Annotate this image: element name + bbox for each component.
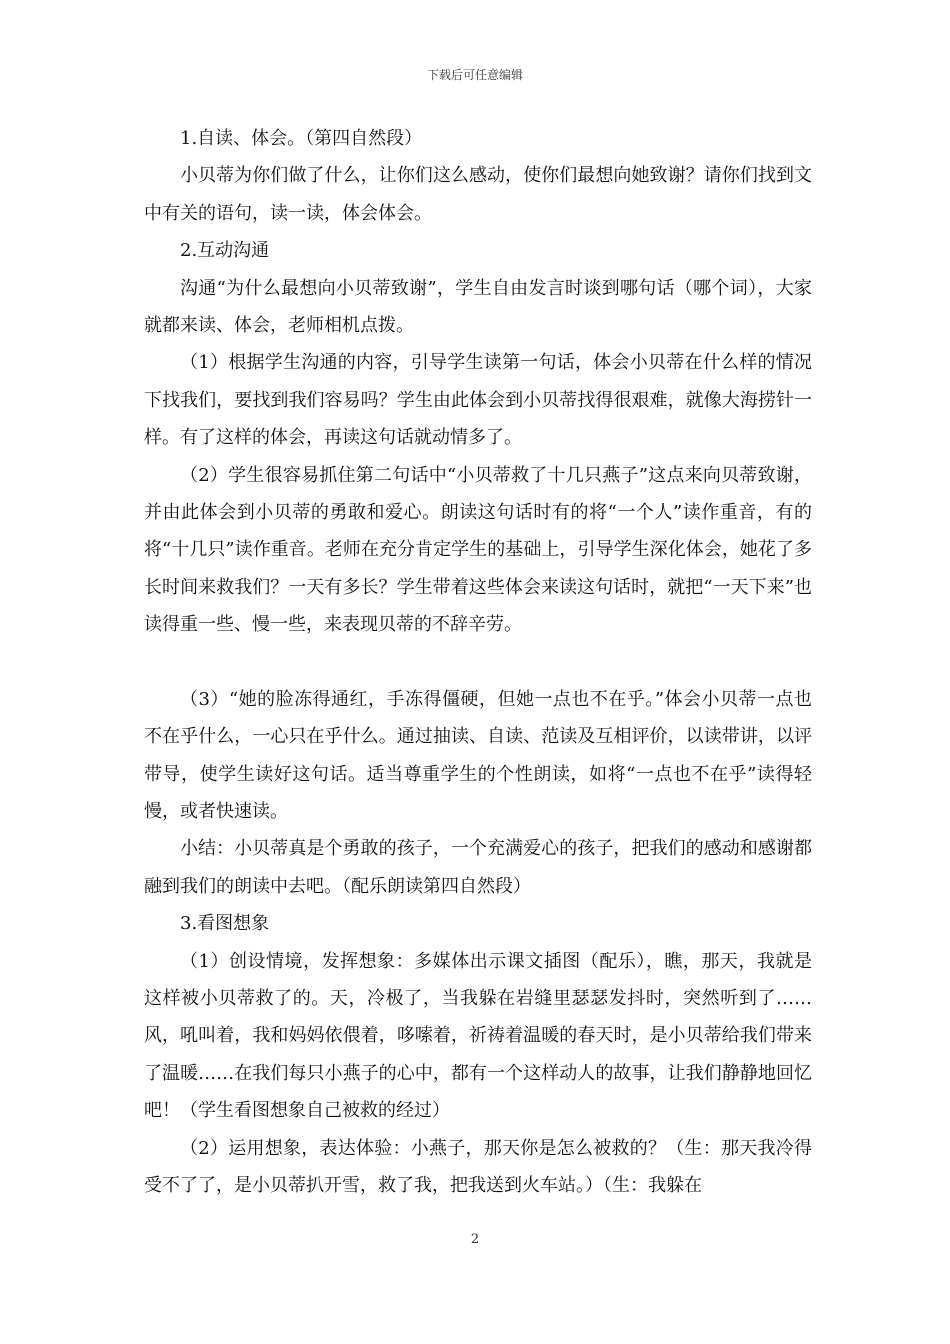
paragraph: （2）学生很容易抓住第二句话中“小贝蒂救了十几只燕子”这点来向贝蒂致谢，并由此体会到小贝蒂的勇敢和爱心。朗读这句话时有的将“一个人”读作重音，有的将“十几只”读作重音。老师在充分肯定学生的基础上，引导学生深化体会，她花了多长时间来救我们？一天有多长？学生带着这些体会来读这句话时，就把“一天下来”也读得重一些、慢一些，来表现贝蒂的不辞辛劳。 xyxy=(144,464,812,636)
body-text xyxy=(144,120,812,1204)
paragraph: 1.自读、体会。（第四自然段） xyxy=(180,128,423,149)
paragraph: 3.看图想象 xyxy=(180,913,270,935)
paragraph: （2）运用想象，表达体验：小燕子，那天你是怎么被救的？（生：那天我冷得受不了了，是小贝蒂扒开雪，救了我，把我送到火车站。）（生：我躲在 xyxy=(144,1137,812,1196)
paragraph: （1）根据学生沟通的内容，引导学生读第一句话，体会小贝蒂在什么样的情况下找我们，要找到我们容易吗？学生由此体会到小贝蒂找得很艰难，就像大海捞针一样。有了这样的体会，再读这句话就动情多了。 xyxy=(144,352,812,449)
page-number: 2 xyxy=(470,1232,480,1247)
paragraph: 沟通“为什么最想向小贝蒂致谢”，学生自由发言时谈到哪句话（哪个词），大家就都来读、体会，老师相机点拨。 xyxy=(144,277,812,337)
paragraph: 小结：小贝蒂真是个勇敢的孩子，一个充满爱心的孩子，把我们的感动和感谢都融到我们的朗读中去吧。（配乐朗读第四自然段） xyxy=(144,838,812,897)
paragraph: （3）“她的脸冻得通红，手冻得僵硬，但她一点也不在乎。”体会小贝蒂一点也不在乎什么，一心只在乎什么。通过抽读、自读、范读及互相评价，以读带讲，以评带导，使学生读好这句话。适当尊重学生的个性朗读，如将“一点也不在乎”读得轻慢，或者快速读。 xyxy=(144,688,812,822)
page-header: 下载后可任意编辑 xyxy=(426,68,523,82)
paragraph: 2.互动沟通 xyxy=(180,240,270,262)
paragraph: 小贝蒂为你们做了什么，让你们这么感动，使你们最想向她致谢？请你们找到文中有关的语句，读一读，体会体会。 xyxy=(144,165,812,224)
paragraph: （1）创设情境，发挥想象：多媒体出示课文插图（配乐），瞧，那天，我就是这样被小贝蒂救了的。天，冷极了，当我躲在岩缝里瑟瑟发抖时，突然听到了……风，吼叫着，我和妈妈依偎着，哆嗦着，祈祷着温暖的春天时，是小贝蒂给我们带来了温暖……在我们每只小燕子的心中，都有一个这样动人的故事，让我们静静地回忆吧！（学生看图想象自己被救的经过） xyxy=(144,950,812,1122)
